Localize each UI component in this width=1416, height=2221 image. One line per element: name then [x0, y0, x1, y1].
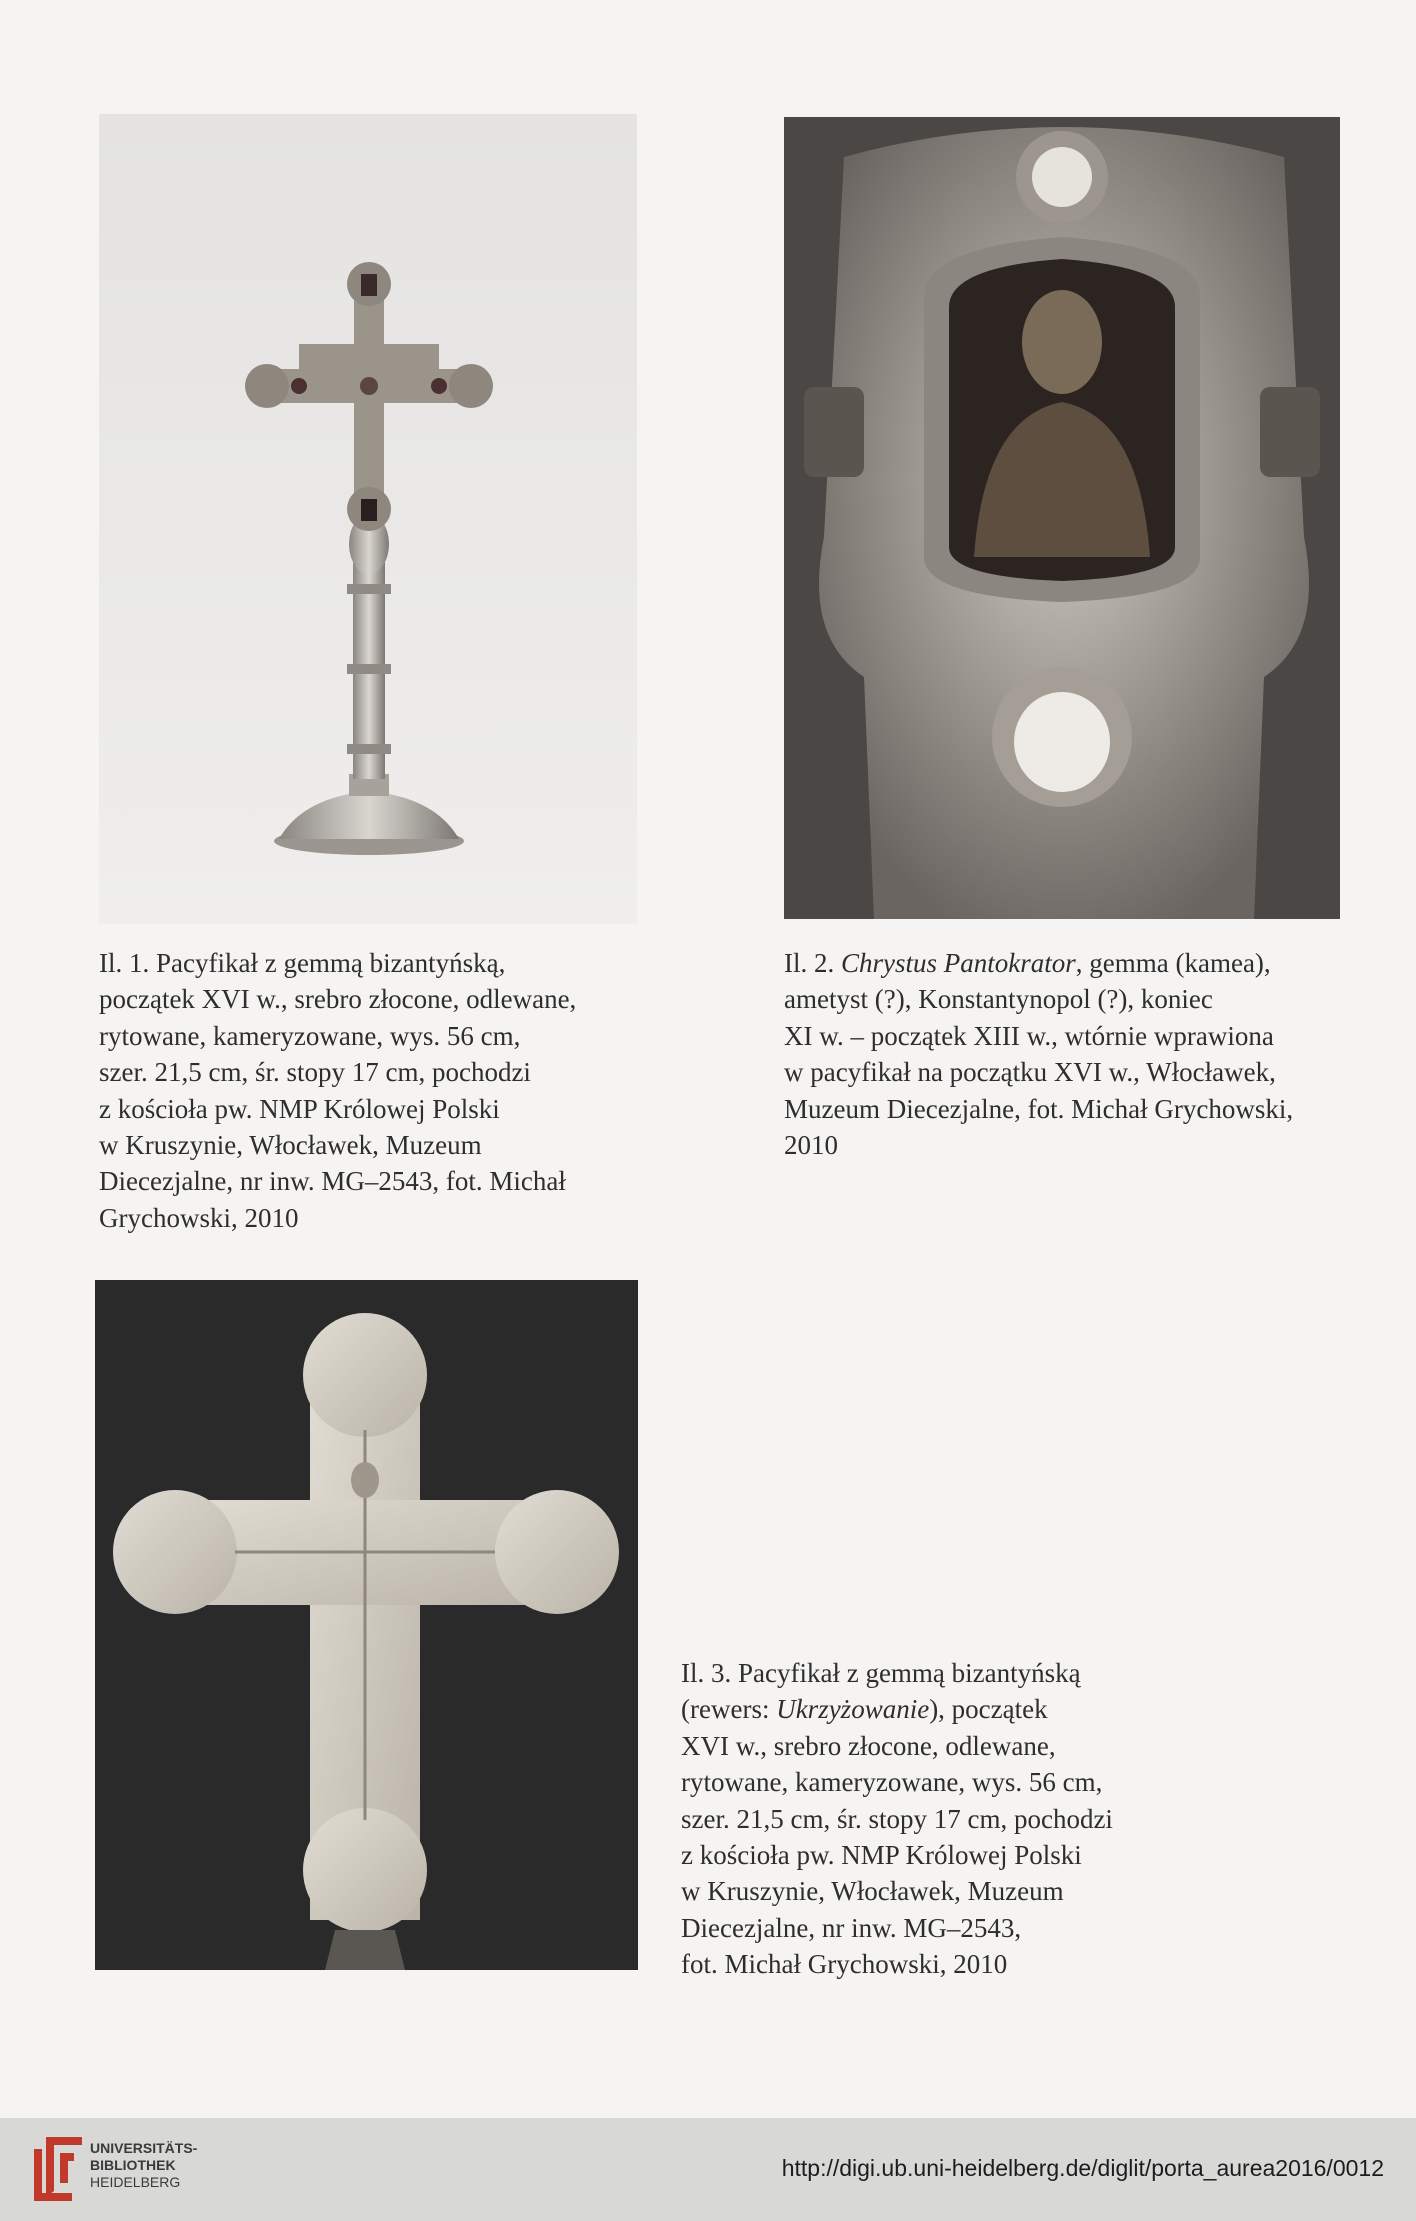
caption-line: Diecezjalne, nr inw. MG–2543, fot. Michał [99, 1166, 566, 1197]
caption-line: fot. Michał Grychowski, 2010 [681, 1949, 1008, 1980]
figure-1-caption [99, 945, 576, 1236]
library-name-line: HEIDELBERG [90, 2174, 181, 2190]
figure-1-photo [99, 114, 637, 924]
figure-3-caption [681, 1655, 1113, 1983]
library-name [90, 2140, 197, 2191]
caption-line: w pacyfikał na początku XVI w., Włocławek, [784, 1057, 1276, 1088]
caption-line: z kościoła pw. NMP Królowej Polski [99, 1093, 500, 1124]
caption-line: szer. 21,5 cm, śr. stopy 17 cm, pochodzi [681, 1803, 1113, 1834]
caption-line: XI w. – początek XIII w., wtórnie wprawiona [784, 1020, 1274, 1051]
library-name-line: BIBLIOTHEK [90, 2157, 176, 2173]
caption-line: Il. 1. Pacyfikał z gemmą bizantyńską, [99, 948, 506, 978]
caption-line: (rewers: Ukrzyżowanie), początek [681, 1694, 1048, 1725]
source-url-link[interactable]: http://digi.ub.uni-heidelberg.de/diglit/porta_aurea2016/0012 [781, 2155, 1384, 2181]
caption-line: rytowane, kameryzowane, wys. 56 cm, [681, 1767, 1103, 1798]
library-footer [0, 2118, 1416, 2221]
caption-line: XVI w., srebro złocone, odlewane, [681, 1730, 1056, 1761]
artwork-title: Ukrzyżowanie [776, 1694, 930, 1725]
caption-line: Muzeum Diecezjalne, fot. Michał Grychowski, [784, 1093, 1294, 1124]
caption-line: z kościoła pw. NMP Królowej Polski [681, 1840, 1082, 1871]
figure-3-photo [95, 1280, 638, 1970]
caption-line: szer. 21,5 cm, śr. stopy 17 cm, pochodzi [99, 1057, 531, 1088]
library-logo-icon [28, 2131, 88, 2207]
caption-line: Diecezjalne, nr inw. MG–2543, [681, 1912, 1022, 1943]
caption-line: w Kruszynie, Włocławek, Muzeum [99, 1130, 482, 1161]
caption-line: Il. 2. Chrystus Pantokrator, gemma (kamea), [784, 948, 1271, 978]
caption-line: w Kruszynie, Włocławek, Muzeum [681, 1876, 1064, 1907]
caption-line: początek XVI w., srebro złocone, odlewane, [99, 984, 577, 1015]
caption-line: Il. 3. Pacyfikał z gemmą bizantyńską [681, 1658, 1081, 1688]
caption-line: 2010 [784, 1130, 838, 1161]
artwork-title: Chrystus Pantokrator [841, 948, 1076, 978]
figure-2-caption [784, 945, 1293, 1163]
caption-line: Grychowski, 2010 [99, 1202, 299, 1233]
figure-2-photo [784, 117, 1340, 919]
library-name-line: UNIVERSITÄTS- [90, 2140, 198, 2156]
caption-line: rytowane, kameryzowane, wys. 56 cm, [99, 1020, 521, 1051]
caption-line: ametyst (?), Konstantynopol (?), koniec [784, 984, 1213, 1015]
